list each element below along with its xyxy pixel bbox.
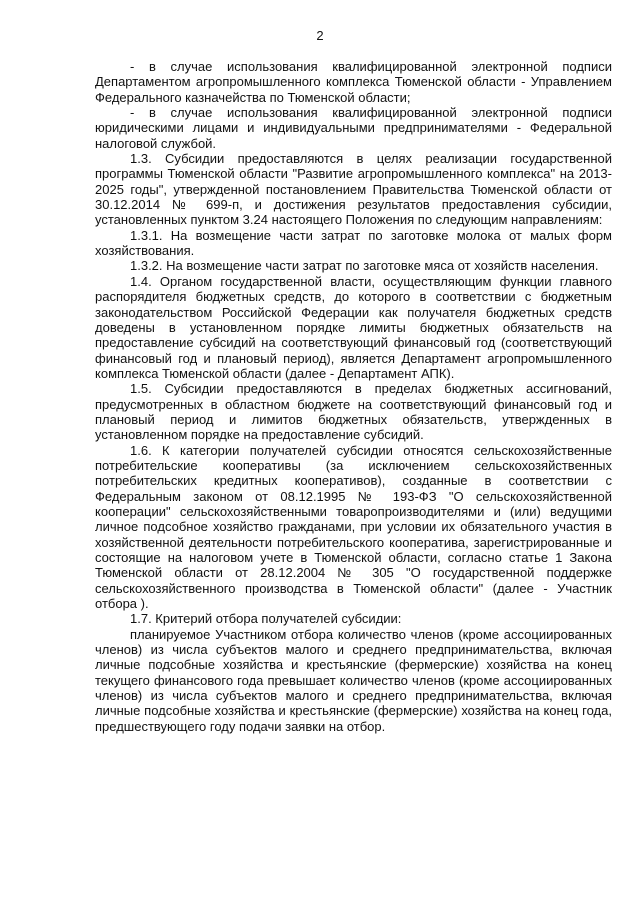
paragraph-signature-treasury: - в случае использования квалифицированной электронной подписи Департаментом агропромышленного комплекса Тюменской области - Управлением Федерального казначейства по Тюменской области;	[95, 59, 612, 105]
paragraph-1-3-1: 1.3.1. На возмещение части затрат по заготовке молока от малых форм хозяйствования.	[95, 227, 612, 259]
paragraph-signature-tax-service: - в случае использования квалифицированной электронной подписи юридическими лицами и индивидуальными предпринимателями - Федеральной налоговой службой.	[95, 105, 612, 151]
paragraph-1-3: 1.3. Субсидии предоставляются в целях реализации государственной программы Тюменской области "Развитие агропромышленного комплекса" на 2013-2025 годы", утвержденной постановлением Правительства Тюменской области от 30.12.2014 № 699-п, и достижения результатов предоставления субсидии, установленных пунктом 3.24 настоящего Положения по следующим направлениям:	[95, 151, 612, 228]
page-number: 2	[316, 28, 324, 43]
paragraph-1-6: 1.6. К категории получателей субсидии относятся сельскохозяйственные потребительские кооперативы (за исключением сельскохозяйственных потребительских кредитных кооперативов), созданные в соответствии с Федеральным законом от 08.12.1995 № 193-ФЗ "О сельскохозяйственной кооперации" сельскохозяйственными товаропроизводителями и (или) ведущими личное подсобное хозяйство гражданами, при условии их обязательного участия в хозяйственной деятельности потребительского кооператива, зарегистрированные и состоящие на налоговом учете в Тюменской области, согласно статье 1 Закона Тюменской области от 28.12.2004 № 305 "О государственной поддержке сельскохозяйственного производства в Тюменской области" (далее - Участник отбора ).	[95, 442, 612, 612]
paragraph-1-3-2: 1.3.2. На возмещение части затрат по заготовке мяса от хозяйств населения.	[130, 258, 599, 274]
paragraph-1-5: 1.5. Субсидии предоставляются в пределах бюджетных ассигнований, предусмотренных в областном бюджете на соответствующий финансовый год и плановый период и лимитов бюджетных обязательств, утвержденных в установленном порядке на предоставление субсидий.	[95, 381, 612, 443]
paragraph-1-4: 1.4. Органом государственной власти, осуществляющим функции главного распорядителя бюджетных средств, до которого в соответствии с бюджетным законодательством Российской Федерации как получателя бюджетных средств доведены в установленном порядке лимиты бюджетных обязательств на предоставление субсидий на соответствующий финансовый год (соответствующий финансовый год и плановый период), является Департамент агропромышленного комплекса Тюменской области (далее - Департамент АПК).	[95, 273, 612, 381]
paragraph-1-7: 1.7. Критерий отбора получателей субсидии:	[130, 611, 402, 627]
document-body	[95, 59, 612, 734]
paragraph-selection-criterion: планируемое Участником отбора количество членов (кроме ассоциированных членов) из числа субъектов малого и среднего предпринимательства, включая личные подсобные хозяйства и крестьянские (фермерские) хозяйства на конец текущего финансового года превышает количество членов (кроме ассоциированных членов) из числа субъектов малого и среднего предпринимательства, включая личные подсобные хозяйства и крестьянские (фермерские) хозяйства на конец года, предшествующего году подачи заявки на отбор.	[95, 626, 612, 734]
